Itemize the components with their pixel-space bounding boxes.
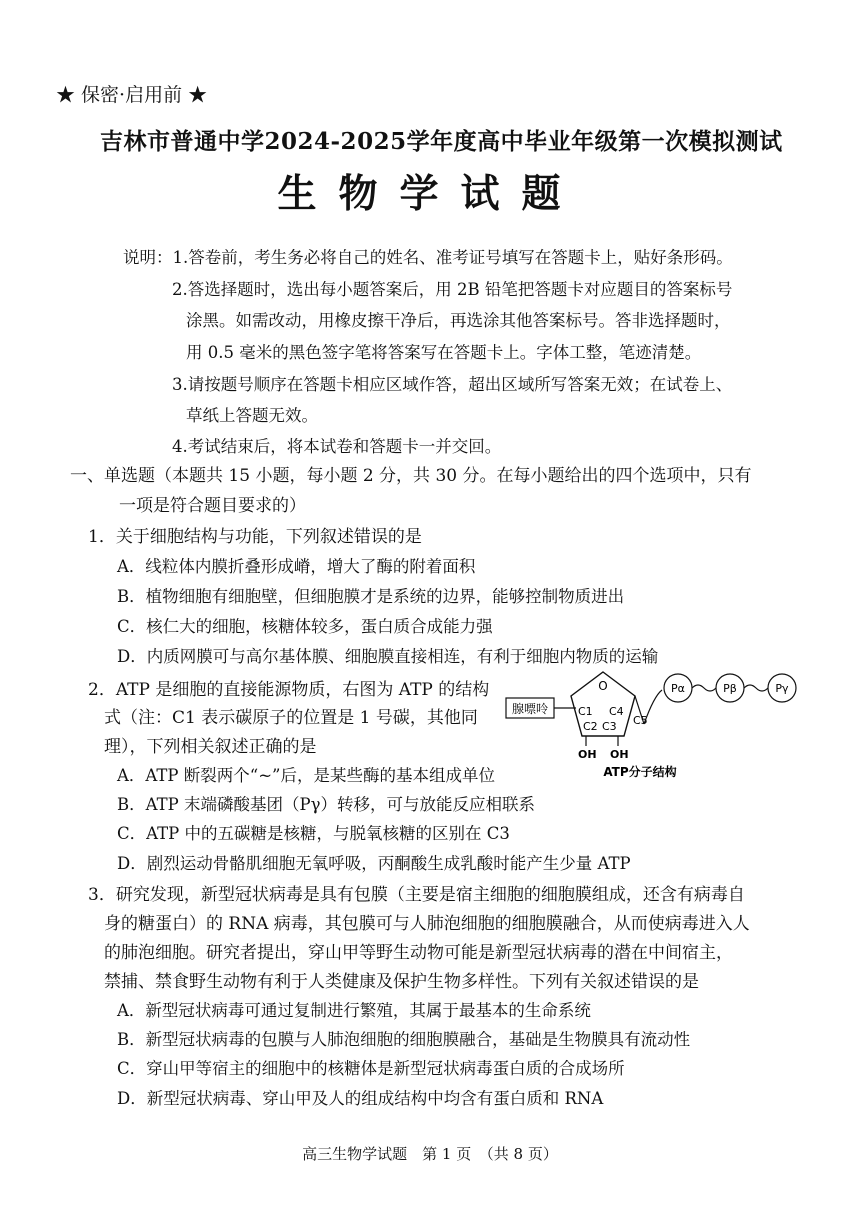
question-3-option-d: D．新型冠状病毒、穿山甲及人的组成结构中均含有蛋白质和 RNA (117, 1089, 604, 1108)
confidential-mark: ★ 保密·启用前 ★ (56, 84, 208, 106)
question-2-option-a: A．ATP 断裂两个“~”后，是某些酶的基本组成单位 (117, 766, 495, 785)
carbon-label: C5 (633, 714, 648, 727)
carbon-label: C2 (583, 720, 598, 733)
instruction-line: 2.答选择题时，选出每小题答案后，用 2B 铅笔把答题卡对应题目的答案标号 (172, 280, 733, 299)
question-2-option-c: C．ATP 中的五碳糖是核糖，与脱氧核糖的区别在 C3 (117, 824, 510, 843)
figure-caption: ATP分子结构 (603, 765, 677, 779)
instruction-line: 4.考试结束后，将本试卷和答题卡一并交回。 (172, 437, 502, 456)
phosphate-label: Pγ (775, 682, 789, 695)
question-1-option-b: B．植物细胞有细胞壁，但细胞膜才是系统的边界，能够控制物质进出 (117, 587, 625, 606)
carbon-label: C4 (609, 705, 624, 718)
hydroxyl-label: OH (610, 748, 629, 761)
exam-title: 吉林市普通中学2024-2025学年度高中毕业年级第一次模拟测试 (100, 128, 783, 155)
question-2-stem: 式（注：C1 表示碳原子的位置是 1 号碳，其他同 (104, 708, 478, 728)
hydroxyl-label: OH (578, 748, 597, 761)
question-1-stem: 1．关于细胞结构与功能，下列叙述错误的是 (88, 527, 422, 547)
question-1-option-d: D．内质网膜可与高尔基体膜、细胞膜直接相连，有利于细胞内物质的运输 (117, 647, 659, 666)
instruction-line: 草纸上答题无效。 (186, 406, 318, 425)
question-2-stem: 2．ATP 是细胞的直接能源物质，右图为 ATP 的结构 (88, 680, 490, 700)
question-2-stem: 理），下列相关叙述正确的是 (104, 737, 317, 757)
adenine-label: 腺嘌呤 (511, 702, 549, 716)
carbon-label: C1 (578, 705, 593, 718)
section-heading: 一、单选题（本题共 15 小题，每小题 2 分，共 30 分。在每小题给出的四个选项中，只有 (70, 466, 752, 486)
question-1-option-a: A．线粒体内膜折叠形成嵴，增大了酶的附着面积 (117, 557, 476, 576)
phosphate-label: Pα (671, 682, 685, 695)
question-3-stem: 禁捕、禁食野生动物有利于人类健康及保护生物多样性。下列有关叙述错误的是 (104, 972, 699, 992)
subject-title: 生物学试题 (277, 171, 583, 217)
atp-structure-diagram (490, 664, 800, 784)
question-3-stem: 的肺泡细胞。研究者提出，穿山甲等野生动物可能是新型冠状病毒的潜在中间宿主， (104, 943, 733, 963)
question-3-option-a: A．新型冠状病毒可通过复制进行繁殖，其属于最基本的生命系统 (117, 1001, 591, 1020)
question-1-option-c: C．核仁大的细胞，核糖体较多，蛋白质合成能力强 (117, 617, 493, 636)
section-heading-cont: 一项是符合题目要求的） (119, 496, 306, 516)
instruction-line: 涂黑。如需改动，用橡皮擦干净后，再选涂其他答案标号。答非选择题时， (186, 311, 731, 330)
question-3-stem: 身的糖蛋白）的 RNA 病毒，其包膜可与人肺泡细胞的细胞膜融合，从而使病毒进入人 (104, 914, 750, 934)
carbon-label: C3 (602, 720, 617, 733)
question-3-stem: 3．研究发现，新型冠状病毒是具有包膜（主要是宿主细胞的细胞膜组成，还含有病毒自 (88, 885, 745, 905)
instruction-line: 说明：1.答卷前，考生务必将自己的姓名、准考证号填写在答题卡上，贴好条形码。 (123, 248, 733, 267)
phosphate-label: Pβ (723, 682, 737, 695)
question-3-option-c: C．穿山甲等宿主的细胞中的核糖体是新型冠状病毒蛋白质的合成场所 (117, 1059, 625, 1078)
instruction-line: 3.请按题号顺序在答题卡相应区域作答，超出区域所写答案无效；在试卷上、 (172, 375, 733, 394)
svg-text:O: O (598, 679, 608, 693)
instruction-line: 用 0.5 毫米的黑色签字笔将答案写在答题卡上。字体工整，笔迹清楚。 (186, 343, 702, 362)
question-2-option-d: D．剧烈运动骨骼肌细胞无氧呼吸，丙酮酸生成乳酸时能产生少量 ATP (117, 854, 631, 873)
page-footer: 高三生物学试题 第 1 页 （共 8 页） (302, 1145, 558, 1163)
question-3-option-b: B．新型冠状病毒的包膜与人肺泡细胞的细胞膜融合，基础是生物膜具有流动性 (117, 1030, 691, 1049)
question-2-option-b: B．ATP 末端磷酸基团（Pγ）转移，可与放能反应相联系 (117, 795, 535, 814)
